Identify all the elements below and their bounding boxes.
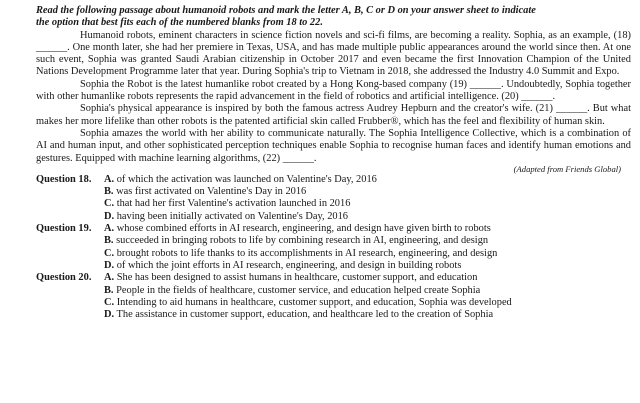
option-d[interactable]: D. having been initially activated on Valentine's Day, 2016 [104, 210, 348, 222]
option-c[interactable]: C. that had her first Valentine's activation launched in 2016 [104, 198, 351, 210]
question-label: Question 20. [36, 272, 92, 284]
option-b[interactable]: B. People in the fields of healthcare, customer service, and education helped create Sophia [104, 284, 481, 296]
question-18 [36, 174, 631, 223]
paragraph-4: Sophia amazes the world with her ability to communicate naturally. The Sophia Intelligence Collective, which is a combination of AI and human input, and other sophisticated perception techniques enable Sophia to recognise human faces and identify human emotions and gestures. Equipped with machine learning algorithms, (22) ______. [36, 127, 631, 164]
option-a[interactable]: A. She has been designed to assist humans in healthcare, customer support, and education [104, 272, 478, 284]
instruction-line-1: Read the following passage about humanoid robots and mark the letter A, B, C or D on your answer sheet to indicate [36, 5, 536, 16]
instruction-line-2: the option that best fits each of the numbered blanks from 18 to 22. [36, 17, 323, 29]
question-label: Question 18. [36, 173, 92, 185]
option-d[interactable]: D. The assistance in customer support, education, and healthcare led to the creation of Sophia [104, 309, 494, 321]
question-19 [36, 223, 631, 272]
question-20 [36, 272, 631, 321]
questions [36, 174, 631, 322]
passage [36, 30, 631, 165]
option-c[interactable]: C. Intending to aid humans in healthcare, customer support, and education, Sophia was developed [104, 296, 512, 308]
option-b[interactable]: B. succeeded in bringing robots to life by combining research in AI, engineering, and design [104, 235, 489, 247]
source-citation: (Adapted from Friends Global) [513, 163, 621, 174]
instruction [36, 5, 631, 30]
option-c[interactable]: C. brought robots to life thanks to its accomplishments in AI research, engineering, and design [104, 247, 498, 259]
paragraph-1: Humanoid robots, eminent characters in science fiction novels and sci-fi films, are becoming a reality. Sophia, as an example, (18) ______. One month later, she had her premiere in Texas, USA, and has made multiple public appearances around the world since then. At one such event, Sophia was granted Saudi Arabian citizenship in October 2017 and even became the first Innovation Champion of the United Nations Development Programme later that year. During Sophia's trip to Vietnam in 2018, she addressed the Industry 4.0 Summit and Expo. [36, 29, 631, 78]
option-a[interactable]: A. of which the activation was launched on Valentine's Day, 2016 [104, 173, 377, 185]
paragraph-3: Sophia's physical appearance is inspired by both the famous actress Audrey Hepburn and the creator's wife. (21) ______. But what makes her more lifelike than other robots is the patented artificial skin called Frubber®, which has the feel and flexibility of human skin. [36, 103, 631, 127]
option-d[interactable]: D. of which the joint efforts in AI research, engineering, and design in building robots [104, 259, 462, 271]
option-b[interactable]: B. was first activated on Valentine's Day in 2016 [104, 186, 307, 198]
option-a[interactable]: A. whose combined efforts in AI research, engineering, and design have given birth to robots [104, 223, 491, 235]
question-label: Question 19. [36, 223, 92, 235]
paragraph-2: Sophia the Robot is the latest humanlike robot created by a Hong Kong-based company (19) ______. Undoubtedly, Sophia together with other humanlike robots represents the rapid advancement in the field of robotics and artificial intelligence. (20) ______. [36, 78, 631, 103]
